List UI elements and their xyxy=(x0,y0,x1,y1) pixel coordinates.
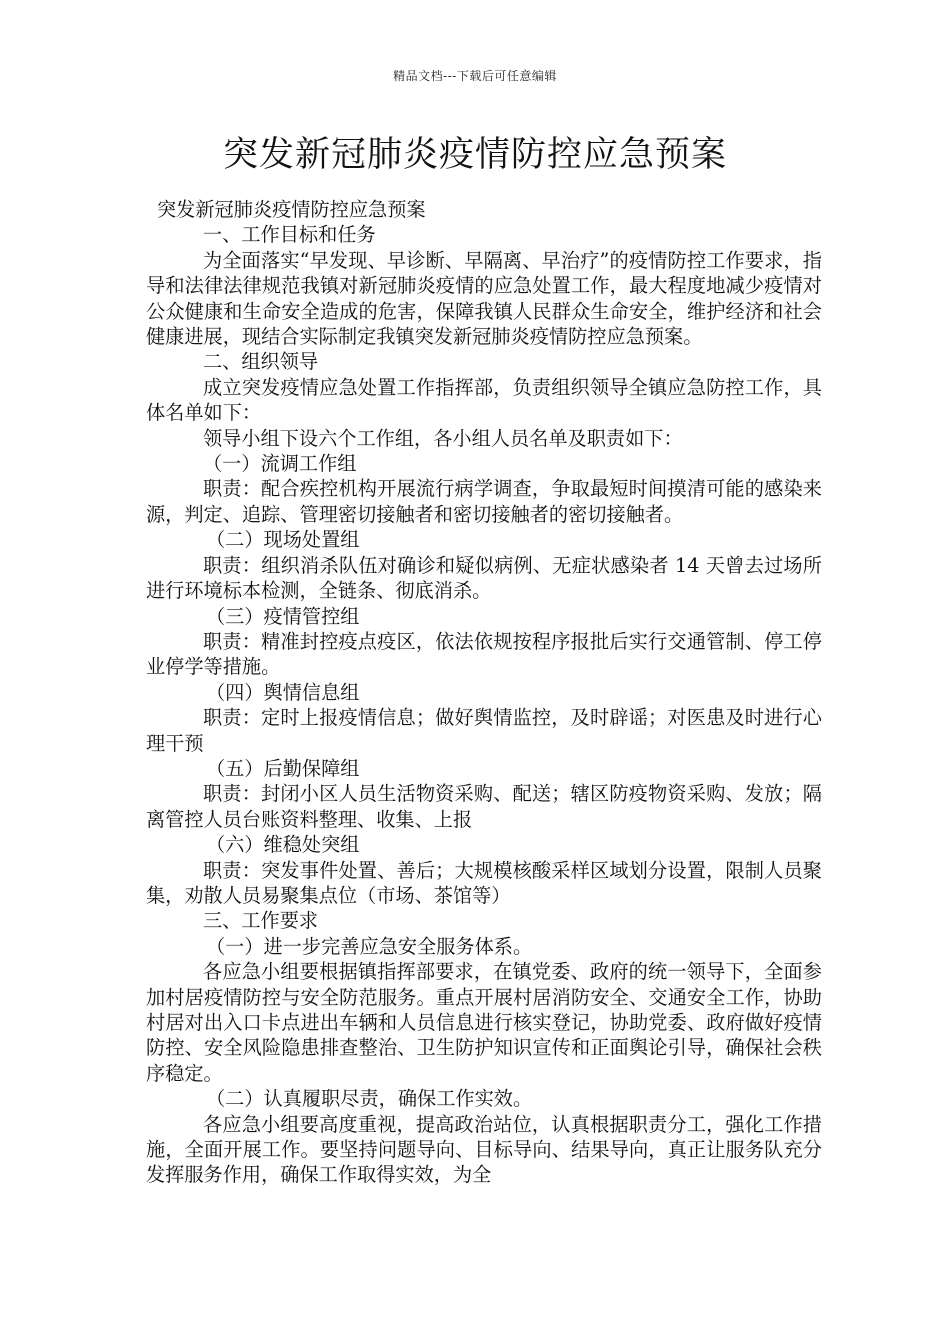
body-paragraph: 职责：封闭小区人员生活物资采购、配送；辖区防疫物资采购、发放；隔离管控人员台账资料整理、收集、上报 xyxy=(146,782,822,831)
section-heading: （二）认真履职尽责，确保工作实效。 xyxy=(206,1087,533,1111)
body-paragraph: 领导小组下设六个工作组，各小组人员名单及职责如下： xyxy=(203,426,683,450)
section-heading: 二、组织领导 xyxy=(203,350,319,374)
body-paragraph: 为全面落实“早发现、早诊断、早隔离、早治疗”的疫情防控工作要求，指导和法律法律规范我镇对新冠肺炎疫情的应急处置工作，最大程度地减少疫情对公众健康和生命安全造成的危害，保障我镇人民群众生命安全，维护经济和社会健康进展，现结合实际制定我镇突发新冠肺炎疫情防控应急预案。 xyxy=(146,248,822,349)
header-note: 精品文档---下载后可任意编辑 xyxy=(393,69,557,83)
body-paragraph: 职责：组织消杀队伍对确诊和疑似病例、无症状感染者 14 天曾去过场所进行环境标本检测，全链条、彻底消杀。 xyxy=(146,553,822,603)
section-heading: 突发新冠肺炎疫情防控应急预案 xyxy=(157,198,426,221)
document-title: 突发新冠肺炎疫情防控应急预案 xyxy=(222,135,727,175)
section-heading: （三）疫情管控组 xyxy=(206,604,360,628)
body-paragraph: 各应急小组要根据镇指挥部要求，在镇党委、政府的统一领导下，全面参加村居疫情防控与安全防范服务。重点开展村居消防安全、交通安全工作，协助村居对出入口卡点进出车辆和人员信息进行核实登记，协助党委、政府做好疫情防控、安全风险隐患排查整治、卫生防护知识宣传和正面舆论引导，确保社会秩序稳定。 xyxy=(146,960,822,1085)
body-paragraph: 职责：精准封控疫点疫区，依法依规按程序报批后实行交通管制、停工停业停学等措施。 xyxy=(146,629,822,679)
section-heading: （四）舆情信息组 xyxy=(206,680,360,704)
section-heading: 一、工作目标和任务 xyxy=(203,223,376,247)
section-heading: （五）后勤保障组 xyxy=(206,756,360,780)
section-heading: 三、工作要求 xyxy=(203,909,319,933)
section-heading: （六）维稳处突组 xyxy=(206,833,360,857)
body-paragraph: 各应急小组要高度重视，提高政治站位，认真根据职责分工，强化工作措施，全面开展工作。要坚持问题导向、目标导向、结果导向，真正让服务队充分发挥服务作用，确保工作取得实效，为全 xyxy=(146,1112,822,1187)
section-heading: （一）流调工作组 xyxy=(203,452,357,476)
document-body xyxy=(146,197,822,1188)
section-heading: （一）进一步完善应急安全服务体系。 xyxy=(206,934,533,958)
body-paragraph: 职责：配合疾控机构开展流行病学调查，争取最短时间摸清可能的感染来源，判定、追踪、管理密切接触者和密切接触者的密切接触者。 xyxy=(146,477,822,526)
body-paragraph: 职责：突发事件处置、善后；大规模核酸采样区域划分设置，限制人员聚集，劝散人员易聚集点位（市场、茶馆等） xyxy=(146,858,822,907)
section-heading: （二）现场处置组 xyxy=(206,528,360,552)
body-paragraph: 成立突发疫情应急处置工作指挥部，负责组织领导全镇应急防控工作，具体名单如下： xyxy=(146,375,822,425)
body-paragraph: 职责：定时上报疫情信息；做好舆情监控，及时辟谣；对医患及时进行心理干预 xyxy=(146,706,822,755)
